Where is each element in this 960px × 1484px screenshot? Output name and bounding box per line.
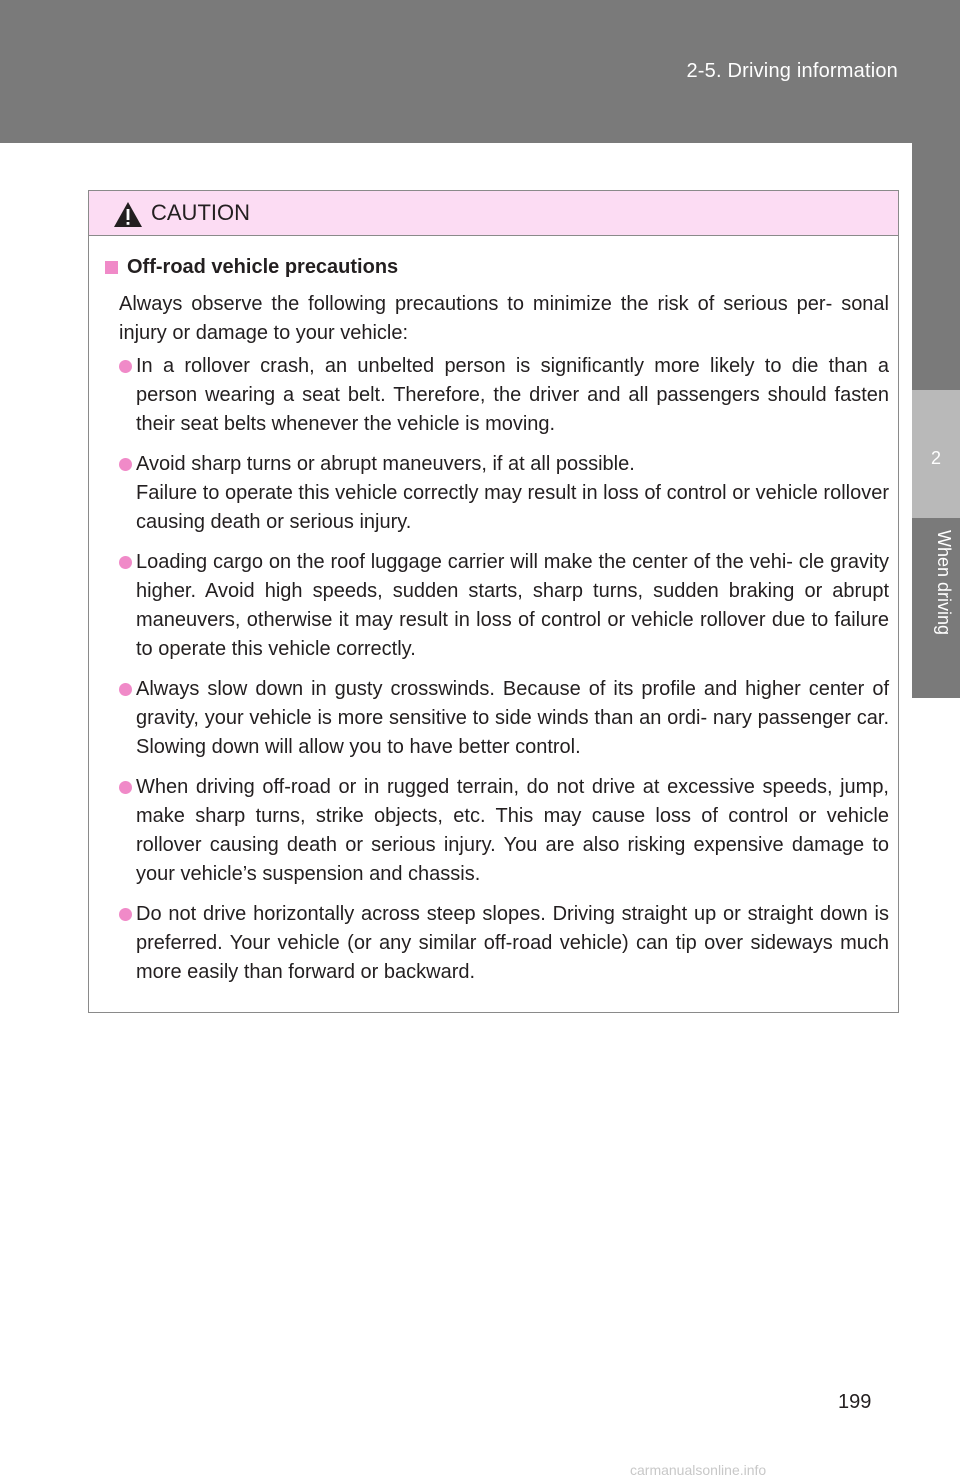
bullet-dot-icon bbox=[119, 908, 132, 921]
list-item bbox=[119, 900, 889, 987]
subheading-text: Off-road vehicle precautions bbox=[127, 256, 399, 278]
caution-box bbox=[88, 190, 899, 1013]
list-item bbox=[119, 450, 889, 537]
list-item bbox=[119, 352, 889, 439]
list-item bbox=[119, 675, 889, 762]
watermark: carmanualsonline.info bbox=[630, 1462, 767, 1478]
precaution-list bbox=[119, 352, 889, 998]
bullet-dot-icon bbox=[119, 556, 132, 569]
chapter-title: When driving bbox=[934, 530, 954, 636]
list-item bbox=[119, 773, 889, 889]
bullet-text: When driving off-road or in rugged terrain, do not drive at excessive speeds, jump, make sharp turns, strike objects, etc. This may cause loss of control or vehicle rollover causing death or serious injury. You are also risking expensive damage to your vehicle’s suspension and chassis. bbox=[136, 776, 889, 885]
bullet-dot-icon bbox=[119, 683, 132, 696]
caution-header bbox=[89, 191, 898, 236]
chapter-number: 2 bbox=[930, 448, 941, 468]
bullet-text: Avoid sharp turns or abrupt maneuvers, if at all possible. bbox=[136, 453, 635, 475]
bullet-dot-icon bbox=[119, 781, 132, 794]
bullet-text: In a rollover crash, an unbelted person is significantly more likely to die than a person wearing a seat belt. Therefore, the driver and all passengers should fasten their seat belts whenever the vehicle is moving. bbox=[136, 355, 889, 435]
bullet-extra-text: Failure to operate this vehicle correctly may result in loss of control or vehicle rollover causing death or serious injury. bbox=[136, 482, 889, 533]
section-title: 2-5. Driving information bbox=[686, 60, 898, 82]
caution-subheading bbox=[105, 256, 398, 279]
square-bullet-icon bbox=[105, 261, 118, 274]
bullet-dot-icon bbox=[119, 458, 132, 471]
page-number: 199 bbox=[838, 1391, 872, 1413]
bullet-text: Always slow down in gusty crosswinds. Because of its profile and higher center of gravity, your vehicle is more sensitive to side winds than an ordi- nary passenger car. Slowing down will allow you to have better control. bbox=[136, 678, 889, 758]
list-item bbox=[119, 548, 889, 664]
bullet-dot-icon bbox=[119, 360, 132, 373]
bullet-text: Do not drive horizontally across steep slopes. Driving straight up or straight down is preferred. Your vehicle (or any similar off-road vehicle) can tip over sideways much more easily than forward or backward. bbox=[136, 903, 889, 983]
bullet-text: Loading cargo on the roof luggage carrier will make the center of the vehi- cle gravity higher. Avoid high speeds, sudden starts, sharp turns, sudden braking or abrupt maneuvers, otherwise it may result in loss of control or vehicle rollover due to failure to operate this vehicle correctly. bbox=[136, 551, 889, 660]
intro-paragraph: Always observe the following precautions to minimize the risk of serious per- sonal injury or damage to your vehicle: bbox=[119, 293, 889, 344]
warning-triangle-icon bbox=[113, 201, 143, 228]
caution-title: CAUTION bbox=[151, 200, 250, 225]
